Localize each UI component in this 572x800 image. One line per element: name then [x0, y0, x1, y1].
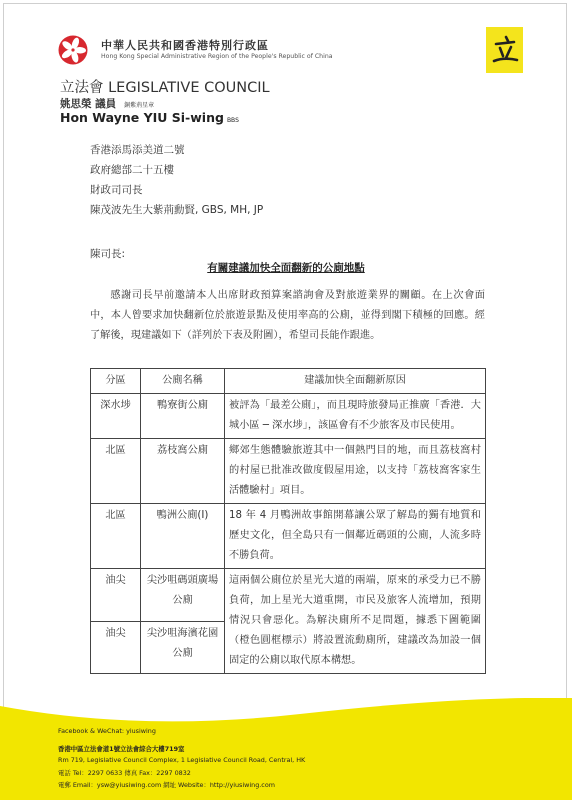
header-toilet-name: 公廁名稱 [141, 369, 225, 394]
hksar-emblem-icon [58, 35, 88, 65]
footer-email-website: 電郵 Email：ysw@yiusiwing.com 網址 Website：http://yiusiwing.com [58, 781, 275, 789]
cell-district: 北區 [91, 439, 141, 504]
address-line-3: 財政司司長 [90, 184, 143, 196]
table-row [91, 569, 486, 622]
cell-toilet-name: 鴨寮街公廁 [141, 394, 225, 439]
government-title-english: Hong Kong Special Administrative Region of the People's Republic of China [101, 53, 333, 60]
cell-reason: 被評為「最差公廁」，而且現時旅發局正推廣「香港．大城小區 ─ 深水埗」，該區會有不少旅客及市民使用。 [225, 394, 486, 439]
cell-reason: 這兩個公廁位於星光大道的兩端，原來的承受力已不勝負荷，加上星光大道重開，市民及旅客人流增加，預期情況只會惡化。為解決廁所不足問題，據悉下圖範圍（橙色圓框標示）將設置流動廁所，建議改為加設一個固定的公廁以取代原本構想。 [225, 569, 486, 674]
cell-toilet-name: 鴨洲公廁(I) [141, 504, 225, 569]
cell-toilet-name: 尖沙咀碼頭廣場公廁 [141, 569, 225, 622]
legco-logo-icon [486, 27, 523, 73]
address-line-4: 陳茂波先生大紫荊勳賢, GBS, MH, JP [90, 204, 264, 216]
table-row [91, 394, 486, 439]
government-title-chinese: 中華人民共和國香港特別行政區 [101, 39, 269, 52]
member-name-cn-text: 姚思榮 議員 [60, 98, 117, 110]
table-row [91, 439, 486, 504]
member-honour: 銅紫荊星章 [124, 102, 155, 109]
cell-district: 北區 [91, 504, 141, 569]
member-name-en-text: Hon Wayne YIU Si-wing [60, 110, 224, 125]
salutation: 陳司長: [90, 248, 126, 260]
cell-toilet-name: 荔枝窩公廁 [141, 439, 225, 504]
footer-social: Facebook & WeChat: yiusiwing [58, 727, 156, 735]
cell-reason: 18 年 4 月鴨洲故事館開幕讓公眾了解島的獨有地質和歷史文化，但全島只有一個鄰近碼頭的公廁，人流多時不勝負荷。 [225, 504, 486, 569]
toilet-proposal-table [90, 368, 486, 674]
footer-address-chinese: 香港中區立法會道1號立法會綜合大樓719室 [58, 745, 185, 753]
cell-toilet-name: 尖沙咀海濱花園公廁 [141, 621, 225, 674]
header-district: 分區 [91, 369, 141, 394]
address-line-2: 政府總部二十五樓 [90, 164, 174, 176]
member-bbs: BBS [226, 117, 239, 124]
cell-district: 油尖 [91, 621, 141, 674]
cell-reason: 鄉郊生態體驗旅遊其中一個熱門目的地，而且荔枝窩村的村屋已批准改做度假屋用途，以支持「荔枝窩客家生活體驗村」項目。 [225, 439, 486, 504]
cell-district: 油尖 [91, 569, 141, 622]
letter-body: 感謝司長早前邀請本人出席財政預算案諮詢會及對旅遊業界的關顧。在上次會面中，本人曾要求加快翻新位於旅遊景點及使用率高的公廁，並得到閣下積極的回應。經了解後，現建議如下（詳列於下表及附圖），希望司長能作跟進。 [90, 290, 485, 341]
table-header-row [91, 369, 486, 394]
legislative-council-title: 立法會 LEGISLATIVE COUNCIL [60, 80, 270, 96]
address-line-1: 香港添馬添美道二號 [90, 144, 185, 156]
member-name-english [60, 110, 239, 125]
footer-phone-fax: 電話 Tel：2297 0633 傳真 Fax：2297 0832 [58, 769, 191, 777]
header-reason: 建議加快全面翻新原因 [225, 369, 486, 394]
footer-address-english: Rm 719, Legislative Council Complex, 1 Legislative Council Road, Central, HK [58, 756, 306, 764]
table-row [91, 504, 486, 569]
member-name-chinese [60, 96, 154, 111]
cell-district: 深水埗 [91, 394, 141, 439]
letter-subject: 有關建議加快全面翻新的公廁地點 [207, 262, 365, 274]
